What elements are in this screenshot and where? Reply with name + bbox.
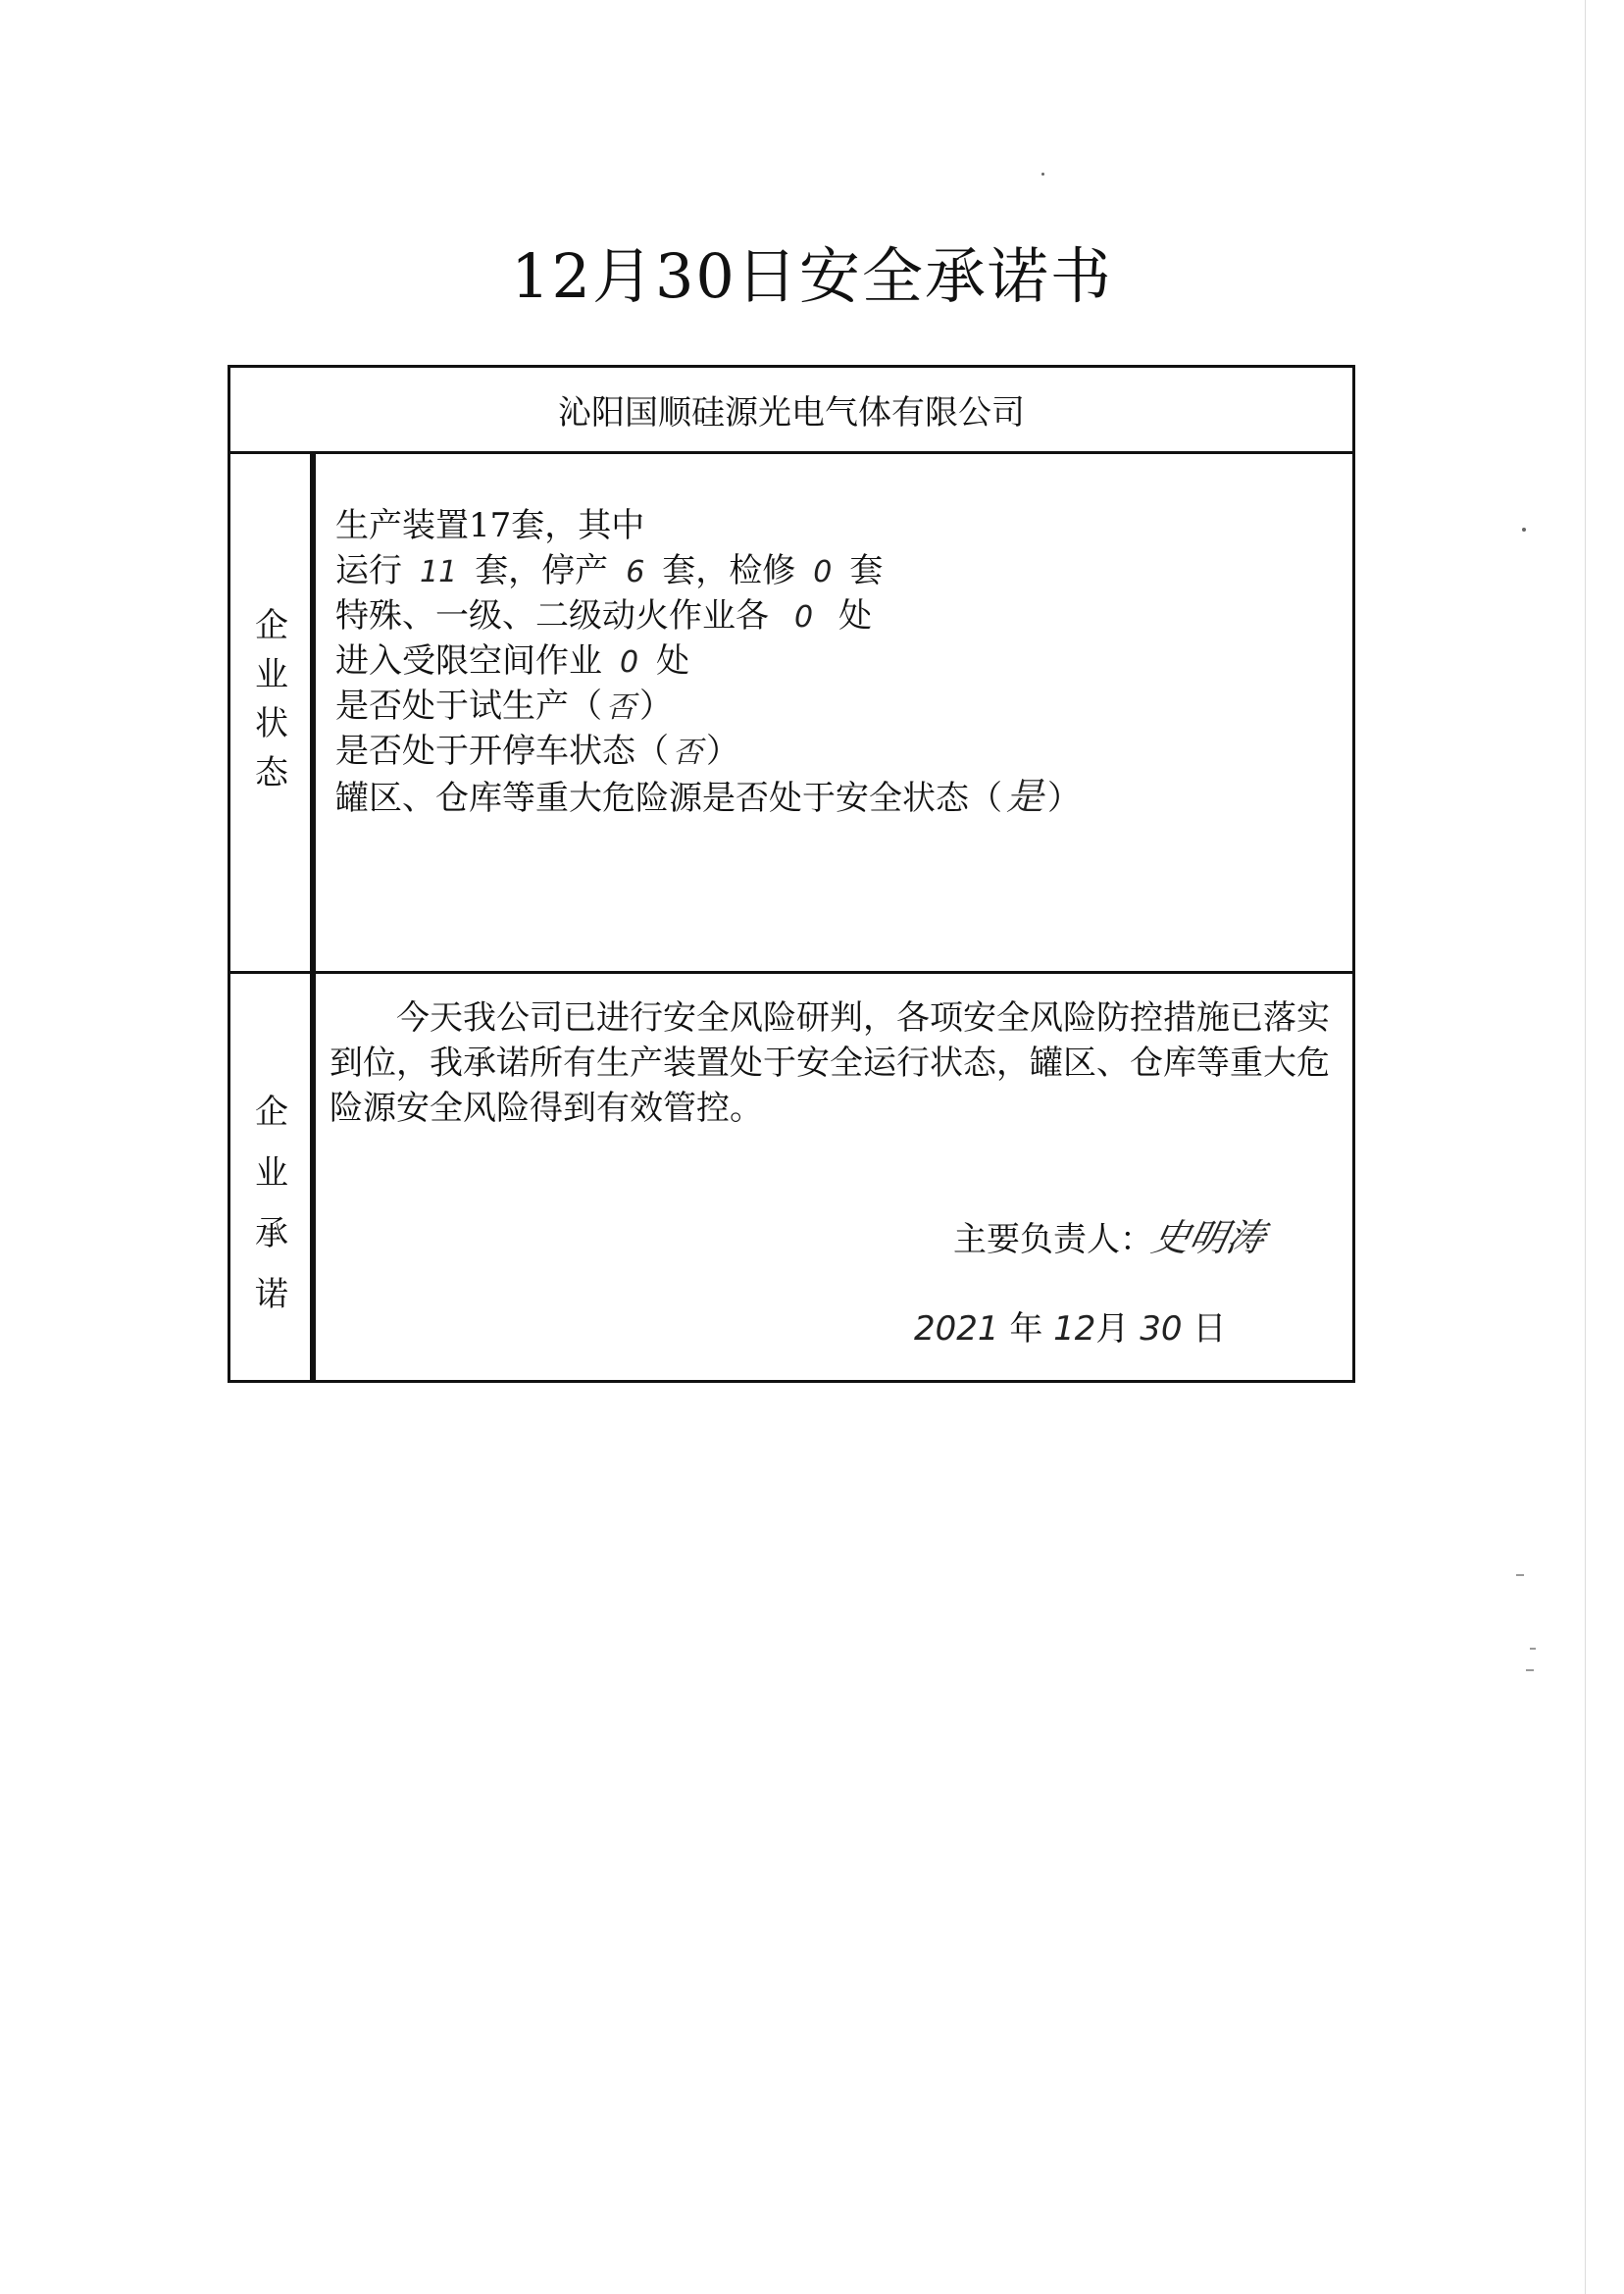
handwritten-signature: 史明涛 [1147, 1216, 1269, 1259]
status-label-char: 业 [255, 655, 288, 694]
handwritten-running-count: 11 [420, 555, 458, 589]
commitment-label-char: 企 [255, 1093, 288, 1132]
handwritten-trial-answer: 否 [606, 690, 635, 725]
status-line-units [335, 548, 1081, 593]
status-vertical-label [230, 601, 313, 797]
handwritten-hazard-answer: 是 [1006, 775, 1044, 818]
handwritten-year: 2021 [914, 1309, 999, 1349]
handwritten-startstop-answer: 否 [673, 736, 702, 770]
commitment-label-char: 诺 [255, 1275, 288, 1314]
status-label-char: 企 [255, 606, 288, 645]
status-text: 套，停产 [475, 551, 609, 590]
status-text: ） [706, 732, 739, 771]
handwritten-day: 30 [1140, 1309, 1183, 1349]
status-line-hazard [335, 774, 1081, 819]
status-text: 套 [849, 551, 884, 590]
commitment-label-cell [230, 974, 313, 1380]
commitment-form-table [228, 365, 1355, 1383]
status-content-cell [313, 454, 1352, 974]
handwritten-stopped-count: 6 [626, 555, 645, 589]
status-line-total: 生产装置17套，其中 [335, 506, 645, 545]
commitment-label-char: 承 [255, 1214, 288, 1253]
status-text: 运行 [335, 551, 402, 590]
status-text: 罐区、仓库等重大危险源是否处于安全状态（ [335, 779, 1002, 818]
page-title: 12月30日安全承诺书 [511, 240, 1113, 312]
handwritten-hotwork-count: 0 [794, 600, 814, 635]
status-text: ） [639, 687, 673, 726]
scan-speck [1516, 1574, 1524, 1576]
scan-speck [1522, 528, 1526, 532]
scan-speck [1041, 173, 1044, 176]
status-text: 套，检修 [662, 551, 796, 590]
status-lines [335, 503, 1081, 819]
scan-speck [1530, 1648, 1536, 1650]
status-text: 特殊、一级、二级动火作业各 [335, 596, 769, 636]
status-line-trial [335, 684, 1081, 729]
handwritten-confined-count: 0 [620, 645, 639, 680]
handwritten-month: 12 [1053, 1309, 1096, 1349]
status-label-char: 状 [255, 704, 288, 743]
status-line-confined [335, 638, 1081, 684]
commitment-vertical-label [230, 1082, 313, 1325]
date-year-unit: 年 [1009, 1309, 1043, 1349]
date-line [914, 1301, 1226, 1350]
date-month-unit: 月 [1095, 1309, 1130, 1349]
company-name: 沁阳国顺硅源光电气体有限公司 [230, 368, 1352, 454]
status-line-hotwork [335, 593, 1081, 638]
handwritten-maintenance-count: 0 [813, 555, 833, 589]
date-day-unit: 日 [1193, 1309, 1227, 1349]
status-text: 进入受限空间作业 [335, 641, 602, 681]
scan-speck [1526, 1669, 1534, 1671]
status-label-cell [230, 454, 313, 974]
status-text: 是否处于试生产（ [335, 687, 602, 726]
status-line-startstop [335, 729, 1081, 774]
status-text: 处 [838, 596, 873, 636]
commitment-label-char: 业 [255, 1153, 288, 1193]
status-text: 处 [656, 641, 690, 681]
scan-edge-line [1585, 0, 1586, 2294]
signer-line [953, 1207, 1269, 1261]
signer-label: 主要负责人： [953, 1220, 1153, 1259]
status-label-char: 态 [255, 753, 288, 792]
commitment-text: 今天我公司已进行安全风险研判，各项安全风险防控措施已落实到位，我承诺所有生产装置处于安全运行状态，罐区、仓库等重大危险源安全风险得到有效管控。 [330, 998, 1330, 1128]
commitment-content-cell [313, 974, 1352, 1380]
status-text: 是否处于开停车状态（ [335, 732, 669, 771]
status-text: ） [1047, 779, 1082, 818]
